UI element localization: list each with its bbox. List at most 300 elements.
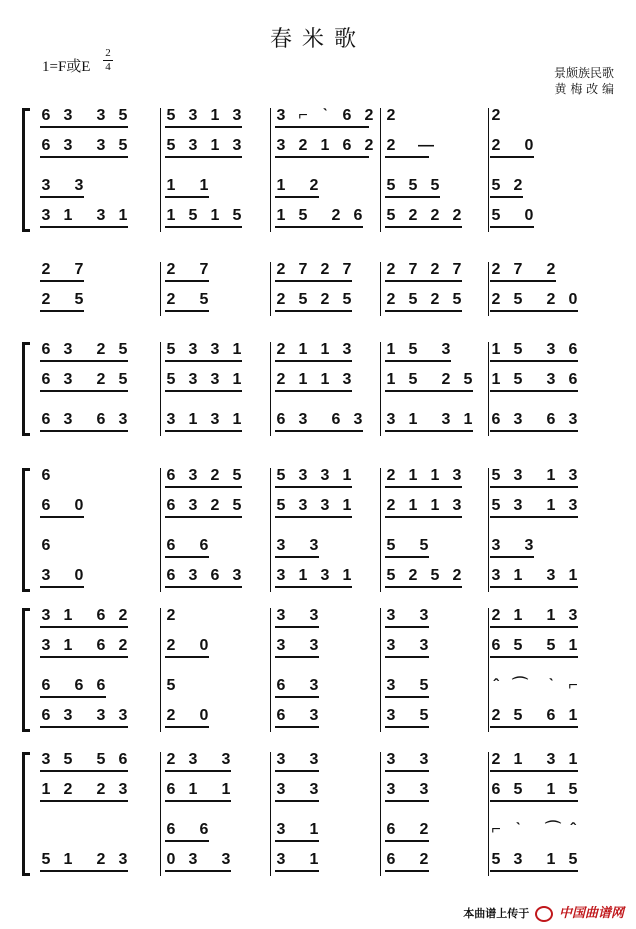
note-glyph: 3: [386, 607, 396, 624]
note-glyph: 1: [513, 751, 523, 768]
note-glyph: 3: [74, 177, 84, 194]
bar-line: [488, 262, 489, 316]
note-glyph: 2: [41, 291, 51, 308]
note-glyph: 7: [452, 261, 462, 278]
beam-underline: [385, 360, 451, 362]
note-glyph: 5: [491, 177, 501, 194]
beam-underline: [275, 390, 352, 392]
note-glyph: 5: [118, 371, 128, 388]
beam-underline: [165, 586, 242, 588]
beam-underline: [40, 360, 128, 362]
note-glyph: 5: [298, 207, 308, 224]
note-glyph: 2: [513, 177, 523, 194]
note-glyph: 2: [491, 137, 501, 154]
note-glyph: 2: [419, 851, 429, 868]
beam-underline: [490, 196, 523, 198]
note-glyph: 6: [276, 707, 286, 724]
note-glyph: 1: [309, 851, 319, 868]
bar-line: [488, 108, 489, 232]
note-glyph: 2: [419, 821, 429, 838]
note-glyph: 5: [430, 567, 440, 584]
beam-underline: [40, 586, 84, 588]
note-glyph: 3: [210, 411, 220, 428]
note-glyph: 3: [419, 751, 429, 768]
time-signature-denominator: 4: [105, 61, 111, 73]
note-glyph: 5: [166, 107, 176, 124]
beam-underline: [275, 870, 319, 872]
note-glyph: 2: [166, 607, 176, 624]
note-glyph: 5: [386, 207, 396, 224]
note-glyph: 5: [63, 751, 73, 768]
note-glyph: 2: [320, 261, 330, 278]
note-glyph: 6: [96, 411, 106, 428]
note-glyph: 1: [210, 207, 220, 224]
note-glyph: 3: [118, 781, 128, 798]
note-glyph: 5: [232, 497, 242, 514]
bar-line: [160, 468, 161, 592]
note-glyph: 5: [491, 497, 501, 514]
note-glyph: 5: [386, 537, 396, 554]
note-glyph: 3: [298, 467, 308, 484]
note-glyph: 3: [276, 851, 286, 868]
note-glyph: 5: [491, 207, 501, 224]
beam-underline: [385, 726, 429, 728]
note-glyph: 3: [309, 707, 319, 724]
note-glyph: 3: [491, 567, 501, 584]
note-glyph: 3: [41, 751, 51, 768]
bar-line: [380, 468, 381, 592]
note-glyph: 2: [276, 341, 286, 358]
beam-underline: [385, 390, 473, 392]
note-glyph: 3: [41, 207, 51, 224]
beam-underline: [490, 390, 578, 392]
note-glyph: 3: [513, 411, 523, 428]
note-glyph: 2: [166, 291, 176, 308]
beam-underline: [165, 360, 242, 362]
note-glyph: 2: [452, 207, 462, 224]
note-glyph: 6: [166, 467, 176, 484]
note-glyph: 2: [430, 291, 440, 308]
beam-underline: [165, 840, 209, 842]
note-glyph: 6: [199, 537, 209, 554]
note-glyph: 5: [118, 137, 128, 154]
note-glyph: 0: [166, 851, 176, 868]
beam-underline: [385, 770, 429, 772]
note-glyph: 1: [513, 567, 523, 584]
beam-underline: [275, 770, 319, 772]
beam-underline: [40, 196, 84, 198]
bar-line: [488, 752, 489, 876]
note-glyph: 6: [386, 821, 396, 838]
note-glyph: 5: [386, 567, 396, 584]
beam-underline: [275, 726, 319, 728]
note-glyph: 0: [199, 707, 209, 724]
note-glyph: 3: [41, 177, 51, 194]
note-glyph: 2: [546, 261, 556, 278]
beam-underline: [275, 196, 319, 198]
note-glyph: 3: [491, 537, 501, 554]
note-glyph: 3: [546, 751, 556, 768]
note-glyph: 3: [276, 537, 286, 554]
bar-line: [270, 608, 271, 732]
note-glyph: 2: [41, 261, 51, 278]
beam-underline: [385, 626, 429, 628]
note-glyph: 3: [232, 107, 242, 124]
note-glyph: 5: [118, 107, 128, 124]
note-glyph: 2: [309, 177, 319, 194]
note-glyph: 5: [419, 537, 429, 554]
note-glyph: 5: [166, 341, 176, 358]
site-logo-icon: [535, 906, 553, 922]
note-glyph: 1: [430, 467, 440, 484]
note-glyph: 1: [232, 411, 242, 428]
beam-underline: [40, 870, 128, 872]
note-glyph: 5: [298, 291, 308, 308]
note-glyph: 5: [232, 467, 242, 484]
bar-line: [488, 608, 489, 732]
note-glyph: 3: [232, 567, 242, 584]
note-glyph: 6: [342, 107, 352, 124]
note-glyph: 7: [513, 261, 523, 278]
beam-underline: [165, 430, 242, 432]
beam-underline: [40, 770, 128, 772]
note-glyph: ˆ: [493, 677, 499, 694]
note-glyph: 5: [276, 497, 286, 514]
note-glyph: 6: [276, 411, 286, 428]
beam-underline: [490, 430, 578, 432]
note-glyph: 3: [320, 567, 330, 584]
note-glyph: 2: [430, 207, 440, 224]
bar-line: [270, 752, 271, 876]
beam-underline: [165, 126, 242, 128]
note-glyph: 1: [41, 781, 51, 798]
note-glyph: 2: [441, 371, 451, 388]
site-name[interactable]: 中国曲谱网: [558, 906, 624, 921]
beam-underline: [490, 586, 578, 588]
note-glyph: 2: [298, 137, 308, 154]
beam-underline: [40, 696, 106, 698]
note-glyph: 3: [568, 411, 578, 428]
note-glyph: 6: [166, 567, 176, 584]
note-glyph: 3: [276, 107, 286, 124]
note-glyph: 6: [74, 677, 84, 694]
note-glyph: 5: [419, 707, 429, 724]
note-glyph: 2: [430, 261, 440, 278]
beam-underline: [275, 126, 369, 128]
note-glyph: 3: [386, 411, 396, 428]
note-glyph: 5: [408, 177, 418, 194]
note-glyph: 3: [524, 537, 534, 554]
note-glyph: 1: [276, 207, 286, 224]
beam-underline: [165, 280, 209, 282]
beam-underline: [490, 800, 578, 802]
note-glyph: 3: [210, 371, 220, 388]
note-glyph: 2: [276, 261, 286, 278]
beam-underline: [40, 656, 128, 658]
note-glyph: 3: [546, 371, 556, 388]
note-glyph: 3: [188, 567, 198, 584]
beam-underline: [40, 280, 84, 282]
note-glyph: 3: [63, 341, 73, 358]
note-glyph: 5: [463, 371, 473, 388]
note-glyph: 1: [210, 137, 220, 154]
note-glyph: 6: [353, 207, 363, 224]
note-glyph: 5: [491, 851, 501, 868]
note-glyph: 6: [166, 821, 176, 838]
note-glyph: 2: [276, 291, 286, 308]
note-glyph: 6: [386, 851, 396, 868]
note-glyph: ˋ: [322, 107, 328, 124]
system-1: [0, 108, 636, 232]
note-glyph: ⌒: [545, 821, 562, 838]
beam-underline: [40, 430, 128, 432]
bar-line: [160, 752, 161, 876]
beam-underline: [385, 280, 462, 282]
note-glyph: 2: [452, 567, 462, 584]
system-bracket: [22, 342, 29, 436]
note-glyph: 2: [96, 371, 106, 388]
note-glyph: 3: [309, 637, 319, 654]
note-glyph: 6: [41, 537, 51, 554]
note-glyph: 0: [74, 567, 84, 584]
note-glyph: 6: [41, 677, 51, 694]
bar-line: [380, 262, 381, 316]
note-glyph: 5: [166, 677, 176, 694]
note-glyph: 3: [298, 497, 308, 514]
beam-underline: [165, 390, 242, 392]
note-glyph: 3: [309, 537, 319, 554]
bar-line: [270, 262, 271, 316]
note-glyph: 3: [441, 411, 451, 428]
note-glyph: 5: [568, 781, 578, 798]
note-glyph: 5: [199, 291, 209, 308]
note-glyph: 3: [298, 411, 308, 428]
note-glyph: 6: [491, 637, 501, 654]
note-glyph: 7: [342, 261, 352, 278]
note-glyph: 3: [386, 637, 396, 654]
note-glyph: 2: [210, 467, 220, 484]
note-glyph: 0: [524, 137, 534, 154]
note-glyph: 3: [118, 411, 128, 428]
note-glyph: 1: [513, 607, 523, 624]
note-glyph: 5: [96, 751, 106, 768]
beam-underline: [385, 586, 462, 588]
note-glyph: 6: [166, 537, 176, 554]
note-glyph: 1: [63, 207, 73, 224]
note-glyph: 6: [491, 411, 501, 428]
system-3: [0, 342, 636, 436]
beam-underline: [165, 870, 231, 872]
note-glyph: 1: [232, 341, 242, 358]
note-glyph: 2: [96, 781, 106, 798]
beam-underline: [275, 626, 319, 628]
note-glyph: 1: [568, 707, 578, 724]
system-6: [0, 752, 636, 876]
note-glyph: 3: [546, 567, 556, 584]
note-glyph: 1: [408, 411, 418, 428]
note-glyph: 2: [386, 137, 396, 154]
note-glyph: 3: [41, 637, 51, 654]
beam-underline: [385, 696, 429, 698]
note-glyph: 5: [408, 371, 418, 388]
note-glyph: 2: [276, 371, 286, 388]
note-glyph: 3: [63, 411, 73, 428]
note-glyph: 1: [298, 567, 308, 584]
note-glyph: 2: [386, 261, 396, 278]
note-glyph: 2: [491, 107, 501, 124]
beam-underline: [165, 770, 231, 772]
note-glyph: 6: [568, 371, 578, 388]
note-glyph: ˆ: [570, 821, 576, 838]
note-glyph: 3: [513, 497, 523, 514]
note-glyph: 2: [364, 137, 374, 154]
beam-underline: [490, 726, 578, 728]
note-glyph: 3: [568, 607, 578, 624]
note-glyph: ⌐: [298, 107, 308, 124]
note-glyph: 2: [166, 261, 176, 278]
bar-line: [270, 468, 271, 592]
beam-underline: [490, 656, 578, 658]
beam-underline: [385, 556, 429, 558]
note-glyph: 3: [309, 751, 319, 768]
note-glyph: 1: [298, 341, 308, 358]
bar-line: [160, 108, 161, 232]
note-glyph: 1: [546, 607, 556, 624]
beam-underline: [490, 486, 578, 488]
note-glyph: 5: [430, 177, 440, 194]
note-glyph: 1: [386, 341, 396, 358]
footer-upload: [463, 902, 624, 922]
note-glyph: 5: [342, 291, 352, 308]
note-glyph: 5: [188, 207, 198, 224]
note-glyph: 5: [232, 207, 242, 224]
note-glyph: 1: [320, 341, 330, 358]
note-glyph: 5: [513, 637, 523, 654]
beam-underline: [385, 310, 462, 312]
beam-underline: [275, 280, 352, 282]
key-signature: 1=F或E: [42, 59, 91, 75]
beam-underline: [385, 800, 429, 802]
note-glyph: 3: [188, 137, 198, 154]
beam-underline: [385, 486, 462, 488]
note-glyph: 6: [342, 137, 352, 154]
note-glyph: 1: [546, 781, 556, 798]
note-glyph: 3: [276, 137, 286, 154]
note-glyph: 3: [221, 751, 231, 768]
beam-underline: [275, 226, 363, 228]
note-glyph: 3: [353, 411, 363, 428]
note-glyph: 7: [298, 261, 308, 278]
note-glyph: 3: [96, 207, 106, 224]
note-glyph: 2: [386, 291, 396, 308]
note-glyph: 1: [320, 371, 330, 388]
note-glyph: 3: [188, 497, 198, 514]
beam-underline: [275, 360, 352, 362]
note-glyph: 2: [166, 637, 176, 654]
note-glyph: 3: [513, 467, 523, 484]
beam-underline: [40, 626, 128, 628]
note-glyph: ⌐: [491, 821, 501, 838]
system-bracket: [22, 752, 29, 876]
arranger-credit: 黄 梅 改 编: [554, 82, 614, 96]
note-glyph: 2: [386, 467, 396, 484]
note-glyph: 1: [568, 637, 578, 654]
note-glyph: 2: [491, 607, 501, 624]
time-signature-numerator: 2: [105, 47, 111, 59]
note-glyph: 3: [441, 341, 451, 358]
note-glyph: 6: [491, 781, 501, 798]
beam-underline: [490, 310, 578, 312]
note-glyph: 3: [188, 371, 198, 388]
note-glyph: 7: [199, 261, 209, 278]
note-glyph: 5: [491, 467, 501, 484]
note-glyph: 3: [41, 607, 51, 624]
origin-credit: 景颇族民歌: [553, 66, 614, 80]
bar-line: [380, 108, 381, 232]
beam-underline: [165, 800, 231, 802]
note-glyph: 0: [74, 497, 84, 514]
beam-underline: [40, 516, 84, 518]
beam-underline: [165, 226, 242, 228]
note-glyph: 3: [63, 137, 73, 154]
note-glyph: 2: [63, 781, 73, 798]
note-glyph: 3: [309, 781, 319, 798]
note-glyph: 2: [491, 751, 501, 768]
note-glyph: 3: [41, 567, 51, 584]
note-glyph: 1: [63, 851, 73, 868]
note-glyph: 2: [364, 107, 374, 124]
note-glyph: 3: [320, 467, 330, 484]
note-glyph: 6: [41, 341, 51, 358]
note-glyph: 2: [408, 207, 418, 224]
beam-underline: [490, 280, 556, 282]
note-glyph: 1: [188, 781, 198, 798]
beam-underline: [165, 656, 209, 658]
beam-underline: [385, 516, 462, 518]
note-glyph: 6: [41, 137, 51, 154]
note-glyph: ⌐: [568, 677, 578, 694]
beam-underline: [40, 226, 128, 228]
note-glyph: 1: [309, 821, 319, 838]
note-glyph: 5: [41, 851, 51, 868]
note-glyph: 1: [63, 637, 73, 654]
note-glyph: 5: [513, 341, 523, 358]
beam-underline: [490, 516, 578, 518]
note-glyph: 5: [386, 177, 396, 194]
note-glyph: 6: [118, 751, 128, 768]
beam-underline: [385, 430, 473, 432]
beam-underline: [275, 656, 319, 658]
note-glyph: 5: [419, 677, 429, 694]
note-glyph: 3: [276, 637, 286, 654]
note-glyph: 1: [568, 567, 578, 584]
note-glyph: 2: [491, 291, 501, 308]
note-glyph: 3: [63, 371, 73, 388]
note-glyph: 1: [221, 781, 231, 798]
beam-underline: [40, 390, 128, 392]
note-glyph: 1: [210, 107, 220, 124]
note-glyph: 1: [342, 467, 352, 484]
note-glyph: 1: [546, 467, 556, 484]
note-glyph: 1: [232, 371, 242, 388]
note-glyph: 6: [199, 821, 209, 838]
note-glyph: 6: [568, 341, 578, 358]
note-glyph: 1: [463, 411, 473, 428]
note-glyph: 5: [166, 137, 176, 154]
beam-underline: [490, 156, 534, 158]
beam-underline: [490, 556, 534, 558]
note-glyph: 3: [386, 751, 396, 768]
